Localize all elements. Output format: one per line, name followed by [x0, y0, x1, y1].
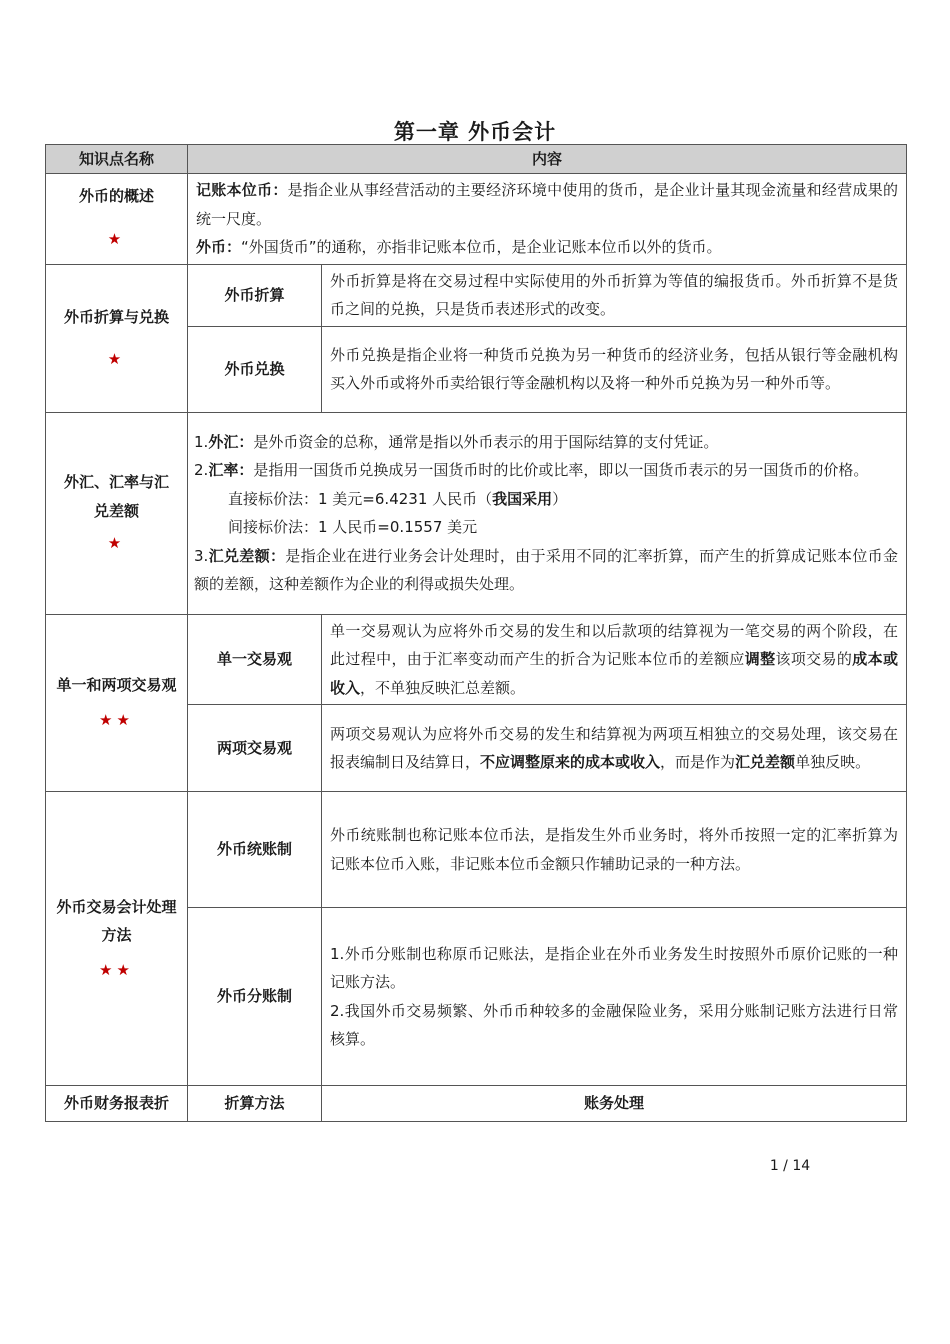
importance-stars: ★	[107, 229, 126, 248]
item-number: 3.	[194, 546, 209, 565]
row-name-cell	[46, 614, 188, 792]
text-part: ，而是作为	[660, 753, 736, 771]
definition-text: 是外币资金的总称，通常是指以外币表示的用于国际结算的支付凭证。	[253, 432, 719, 451]
emphasis: 调整	[744, 650, 776, 668]
row-name: 外币折算与兑换	[63, 307, 169, 326]
sub-name: 外币统账制	[188, 792, 322, 908]
table-row	[46, 264, 907, 326]
row-name-cell	[46, 792, 188, 1086]
text-part: ，不单独反映汇总差额。	[360, 678, 526, 697]
table-row	[46, 1086, 907, 1122]
definition-text: 是指企业在进行业务会计处理时，由于采用不同的汇率折算，而产生的折算成记账本位币金额的差额，这种差额作为企业的利得或损失处理。	[194, 546, 899, 593]
header-content: 内容	[188, 145, 907, 174]
text-part: 该项交易的	[775, 650, 853, 668]
text-part: 单一交易观认为应将外币交易的发生和以后款项的结算视为一笔交易的两个阶段，在此过程中，由于汇率变动而产生的折合为记账本位币的差额应	[330, 621, 899, 668]
table-header-row	[46, 145, 907, 174]
definition-text: 是指企业从事经营活动的主要经济环境中使用的货币，是企业计量其现金流量和经营成果的统一尺度。	[196, 181, 899, 228]
item-number: 1.	[194, 432, 209, 451]
sub-content: 外币统账制也称记账本位币法，是指发生外币业务时，将外币按照一定的汇率折算为记账本位币入账，非记账本位币金额只作辅助记录的一种方法。	[322, 792, 907, 908]
indirect-quote-line: 间接标价法：1 人民币=0.1557 美元	[228, 518, 478, 536]
table-row	[46, 412, 907, 614]
sub-name: 外币兑换	[188, 326, 322, 412]
emphasis: 汇兑差额	[735, 753, 796, 771]
table-row	[46, 614, 907, 705]
sub-name: 外币折算	[188, 264, 322, 326]
text-part: 两项交易观认为应将外币交易的发生和结算视为两项互相独立的交易处理，该交易在报表编制日及结算日，	[330, 724, 899, 771]
sub-content	[322, 614, 907, 705]
row-content	[188, 174, 907, 265]
definition-text: 是指用一国货币兑换成另一国货币时的比价或比率，即以一国货币表示的另一国货币的价格。	[253, 461, 869, 479]
importance-stars: ★★	[99, 710, 134, 729]
sub-content	[322, 705, 907, 792]
sub-content: 外币兑换是指企业将一种货币兑换为另一种货币的经济业务，包括从银行等金融机构买入外币或将外币卖给银行等金融机构以及将一种外币兑换为另一种外币等。	[322, 326, 907, 412]
header-name: 知识点名称	[46, 145, 188, 174]
emphasis: 成本或收入	[330, 650, 898, 697]
text-part: 1.外币分账制也称原币记账法，是指企业在外币业务发生时按照外币原价记账的一种记账方法。	[330, 944, 899, 991]
row-name: 外币财务报表折	[46, 1086, 188, 1122]
direct-quote-text: 直接标价法：1 美元=6.4231 人民币（	[228, 489, 493, 508]
item-number: 2.	[194, 461, 209, 479]
term: 汇兑差额：	[208, 546, 286, 565]
term: 外汇：	[208, 432, 254, 451]
term: 汇率：	[208, 461, 254, 479]
row-content	[188, 412, 907, 614]
sub-content	[322, 908, 907, 1086]
table-row	[46, 174, 907, 265]
sub-content: 外币折算是将在交易过程中实际使用的外币折算为等值的编报货币。外币折算不是货币之间的兑换，只是货币表述形式的改变。	[322, 264, 907, 326]
row-name-cell	[46, 264, 188, 412]
importance-stars: ★	[107, 350, 126, 368]
term: 记账本位币：	[196, 181, 288, 199]
page-title: 第一章 外币会计	[393, 120, 557, 144]
row-name: 外币的概述	[78, 187, 154, 205]
row-name-cell	[46, 174, 188, 265]
direct-quote-line	[194, 485, 898, 514]
knowledge-table	[45, 144, 907, 1122]
row-name: 外汇、汇率与汇兑差额	[63, 473, 169, 520]
row-name: 单一和两项交易观	[56, 676, 177, 695]
sub-name: 外币分账制	[188, 908, 322, 1086]
definition-text: “外国货币”的通称，亦指非记账本位币，是企业记账本位币以外的货币。	[241, 238, 722, 256]
direct-quote-note: 我国采用	[492, 489, 553, 508]
row-name: 外币交易会计处理方法	[56, 897, 177, 945]
row-name-cell	[46, 412, 188, 614]
sub-name: 两项交易观	[188, 705, 322, 792]
text-part: 单独反映。	[795, 753, 871, 771]
sub-content: 账务处理	[322, 1086, 907, 1122]
page-number: 1 / 14	[769, 1158, 811, 1174]
importance-stars: ★★	[99, 960, 134, 979]
sub-name: 折算方法	[188, 1086, 322, 1122]
text-part: 2.我国外币交易频繁、外币币种较多的金融保险业务，采用分账制记账方法进行日常核算。	[330, 1001, 899, 1048]
emphasis: 不应调整原来的成本或收入	[480, 753, 661, 771]
table-row	[46, 792, 907, 908]
sub-name: 单一交易观	[188, 614, 322, 705]
direct-quote-end: ）	[552, 489, 568, 508]
importance-stars: ★	[107, 534, 126, 553]
term: 外币：	[196, 238, 242, 256]
